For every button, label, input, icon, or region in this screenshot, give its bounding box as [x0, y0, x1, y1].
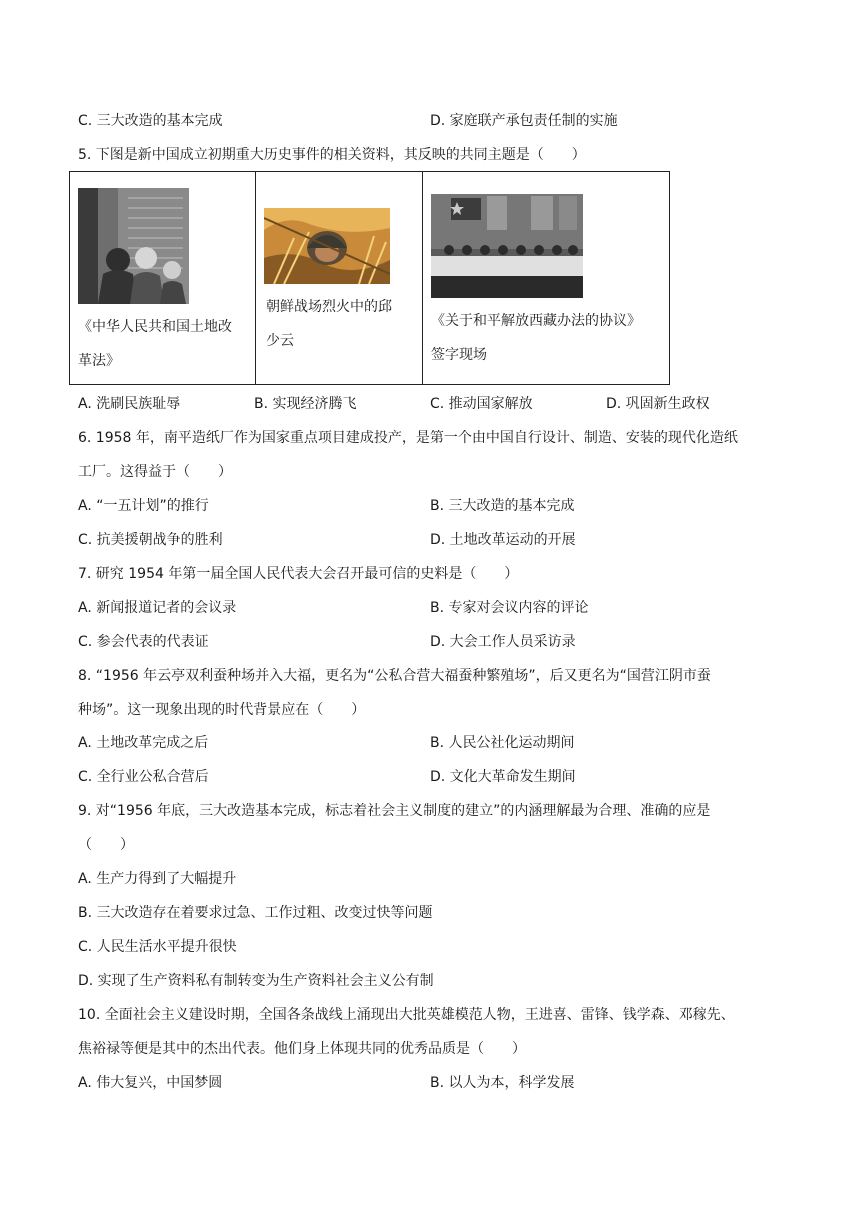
- q6-stem-line2: 工厂。这得益于（ ）: [78, 464, 232, 480]
- q6-option-c: C. 抗美援朝战争的胜利: [78, 532, 223, 548]
- q10-stem-line2: 焦裕禄等便是其中的杰出代表。他们身上体现共同的优秀品质是（ ）: [78, 1041, 526, 1057]
- q7-option-c: C. 参会代表的代表证: [78, 634, 209, 650]
- q8-stem-line2: 种场”。这一现象出现的时代背景应在（ ）: [78, 702, 366, 718]
- q10-stem-line1: 10. 全面社会主义建设时期，全国各条战线上涌现出大批英雄模范人物，王进喜、雷锋、钱学森、邓稼先、: [78, 1007, 735, 1023]
- q6-stem-line1: 6. 1958 年，南平造纸厂作为国家重点项目建成投产，是第一个由中国自行设计、制造、安装的现代化造纸: [78, 430, 738, 446]
- q8-option-a: A. 土地改革完成之后: [78, 735, 209, 751]
- land-reform-photo: [78, 188, 189, 304]
- q5-figure-table: [69, 171, 670, 385]
- q9-option-b: B. 三大改造存在着要求过急、工作过粗、改变过快等问题: [78, 905, 433, 921]
- qiu-shaoyun-painting: [264, 208, 390, 284]
- q5-figure2-caption-line2: 少云: [266, 333, 294, 349]
- q7-option-d: D. 大会工作人员采访录: [430, 634, 576, 650]
- q7-option-b: B. 专家对会议内容的评论: [430, 600, 589, 616]
- q5-option-c: C. 推动国家解放: [430, 396, 533, 412]
- q8-stem-line1: 8. “1956 年云亭双利蚕种场并入大福，更名为“公私合营大福蚕种繁殖场”，后又更名为“国营江阴市蚕: [78, 668, 711, 684]
- q5-figure1-caption-line2: 革法》: [78, 353, 120, 369]
- q7-option-a: A. 新闻报道记者的会议录: [78, 600, 237, 616]
- q5-figure3-caption-line1: 《关于和平解放西藏办法的协议》: [431, 313, 641, 329]
- q5-figure1-caption-line1: 《中华人民共和国土地改: [78, 319, 232, 335]
- q6-option-a: A. “一五计划”的推行: [78, 498, 209, 514]
- tibet-agreement-photo: [431, 194, 583, 298]
- q9-option-c: C. 人民生活水平提升很快: [78, 939, 237, 955]
- q5-option-a: A. 洗刷民族耻辱: [78, 396, 181, 412]
- q5-stem: 5. 下图是新中国成立初期重大历史事件的相关资料，其反映的共同主题是（ ）: [78, 147, 586, 163]
- q6-option-d: D. 土地改革运动的开展: [430, 532, 576, 548]
- q5-figure-qiu-shaoyun: [256, 172, 422, 384]
- q8-option-b: B. 人民公社化运动期间: [430, 735, 575, 751]
- q9-stem-line1: 9. 对“1956 年底，三大改造基本完成，标志着社会主义制度的建立”的内涵理解最为合理、准确的应是: [78, 803, 711, 819]
- q9-option-d: D. 实现了生产资料私有制转变为生产资料社会主义公有制: [78, 973, 434, 989]
- q5-option-b: B. 实现经济腾飞: [254, 396, 357, 412]
- q10-option-b: B. 以人为本，科学发展: [430, 1075, 575, 1091]
- q7-stem: 7. 研究 1954 年第一届全国人民代表大会召开最可信的史料是（ ）: [78, 566, 519, 582]
- q9-option-a: A. 生产力得到了大幅提升: [78, 871, 237, 887]
- q9-stem-line2: （ ）: [78, 837, 134, 853]
- q8-option-c: C. 全行业公私合营后: [78, 769, 209, 785]
- q8-option-d: D. 文化大革命发生期间: [430, 769, 576, 785]
- q4-option-d: D. 家庭联产承包责任制的实施: [430, 113, 618, 129]
- q5-figure-land-reform: [70, 172, 255, 384]
- q6-option-b: B. 三大改造的基本完成: [430, 498, 575, 514]
- q5-figure-tibet-agreement: [423, 172, 669, 384]
- q5-figure2-caption-line1: 朝鲜战场烈火中的邱: [266, 299, 392, 315]
- q10-option-a: A. 伟大复兴，中国梦圆: [78, 1075, 223, 1091]
- q4-option-c: C. 三大改造的基本完成: [78, 113, 223, 129]
- q5-figure3-caption-line2: 签字现场: [431, 347, 487, 363]
- q5-option-d: D. 巩固新生政权: [606, 396, 710, 412]
